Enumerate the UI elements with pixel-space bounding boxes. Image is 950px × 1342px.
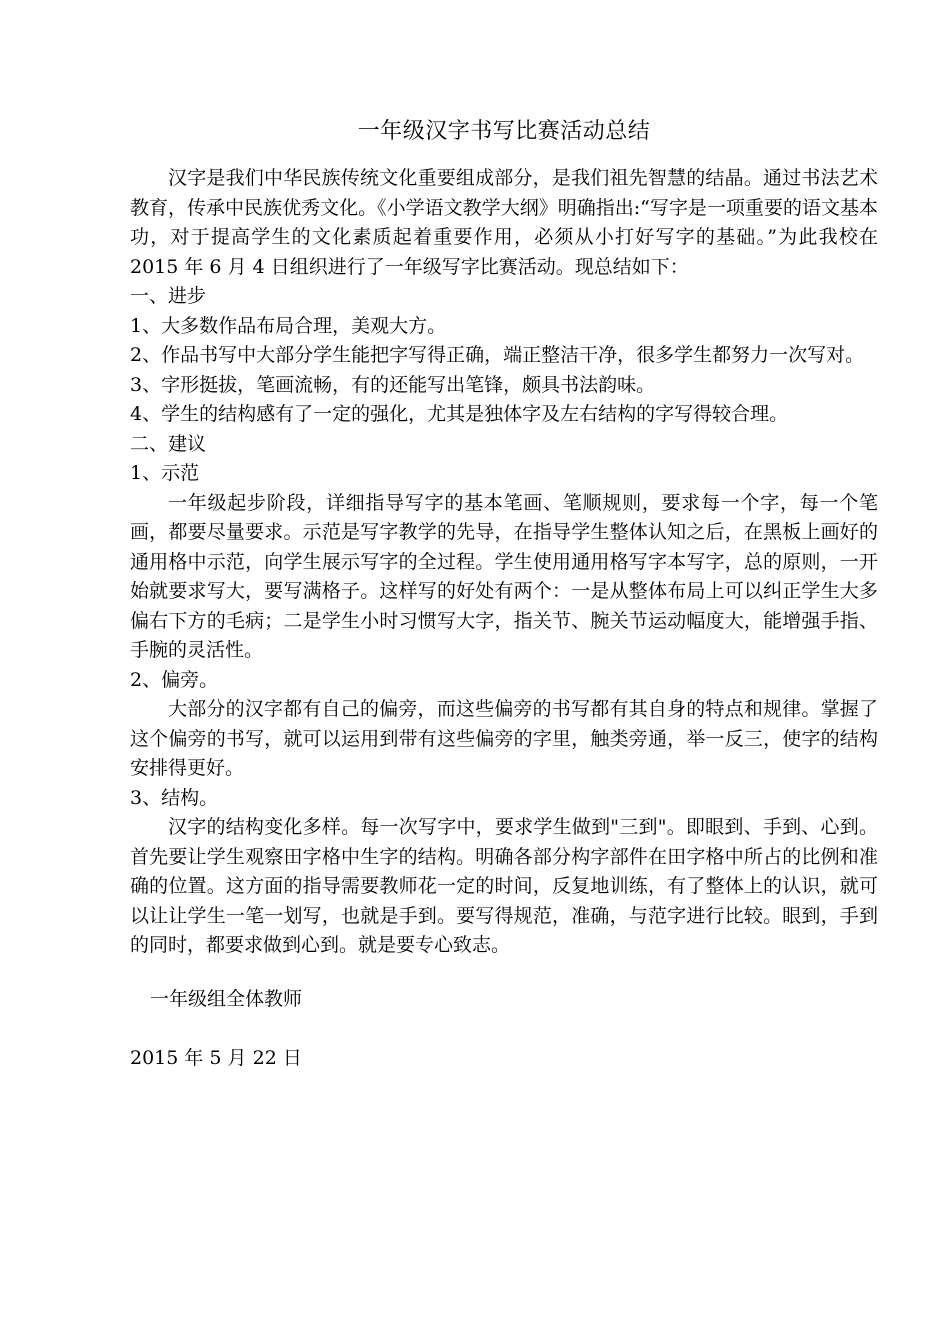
progress-item-3: 3、字形挺拔，笔画流畅，有的还能写出笔锋，颇具书法韵味。 [130,373,656,396]
suggestion-body-structure: 汉字的结构变化多样。每一次写字中，要求学生做到"三到"。即眼到、手到、心到。首先要让学生观察田字格中生字的结构。明确各部分构字部件在田字格中所占的比例和准确的位置。这方面的指导需要教师花一定的时间，反复地训练，有了整体上的认识，就可以让让学生一笔一划写，也就是手到。要写得规范，准确，与范字进行比较。眼到，手到的同时，都要求做到心到。就是要专心致志。 [130,816,878,956]
suggestion-heading-demonstration: 1、示范 [130,462,200,484]
signature: 一年级组全体教师 [150,987,303,1010]
suggestion-heading-radicals: 2、偏旁。 [130,668,219,691]
section-heading-progress: 一、进步 [130,285,207,307]
suggestion-heading-structure: 3、结构。 [130,786,219,809]
suggestion-body-radicals: 大部分的汉字都有自己的偏旁，而这些偏旁的书写都有其自身的特点和规律。掌握了这个偏旁的书写，就可以运用到带有这些偏旁的字里，触类旁通，举一反三，使字的结构安排得更好。 [130,698,878,779]
intro-paragraph: 汉字是我们中华民族传统文化重要组成部分，是我们祖先智慧的结晶。通过书法艺术教育，传承中民族优秀文化。《小学语文教学大纲》明确指出:“写字是一项重要的语文基本功，对于提高学生的文化素质起着重要作用，必须从小打好写字的基础。”为此我校在 2015 年 6 月 4 日组织进行了一年级写字比赛活动。现总结如下： [130,167,878,278]
document-title: 一年级汉字书写比赛活动总结 [357,119,651,144]
suggestion-body-demonstration: 一年级起步阶段，详细指导写字的基本笔画、笔顺规则，要求每一个字，每一个笔画，都要尽量要求。示范是写字教学的先导，在指导学生整体认知之后，在黑板上画好的通用格中示范，向学生展示写字的全过程。学生使用通用格写字本写字，总的原则，一开始就要求写大，要写满格子。这样写的好处有两个：一是从整体布局上可以纠正学生大多偏右下方的毛病；二是学生小时习惯写大字，指关节、腕关节运动幅度大，能增强手指、手腕的灵活性。 [130,491,878,661]
progress-item-4: 4、学生的结构感有了一定的强化，尤其是独体字及左右结构的字写得较合理。 [130,403,789,425]
document-date: 2015 年 5 月 22 日 [130,1047,302,1069]
progress-item-1: 1、大多数作品布局合理，美观大方。 [130,314,447,337]
progress-item-2: 2、作品书写中大部分学生能把字写得正确，端正整洁干净，很多学生都努力一次写对。 [130,344,865,366]
section-heading-suggestions: 二、建议 [130,432,207,455]
